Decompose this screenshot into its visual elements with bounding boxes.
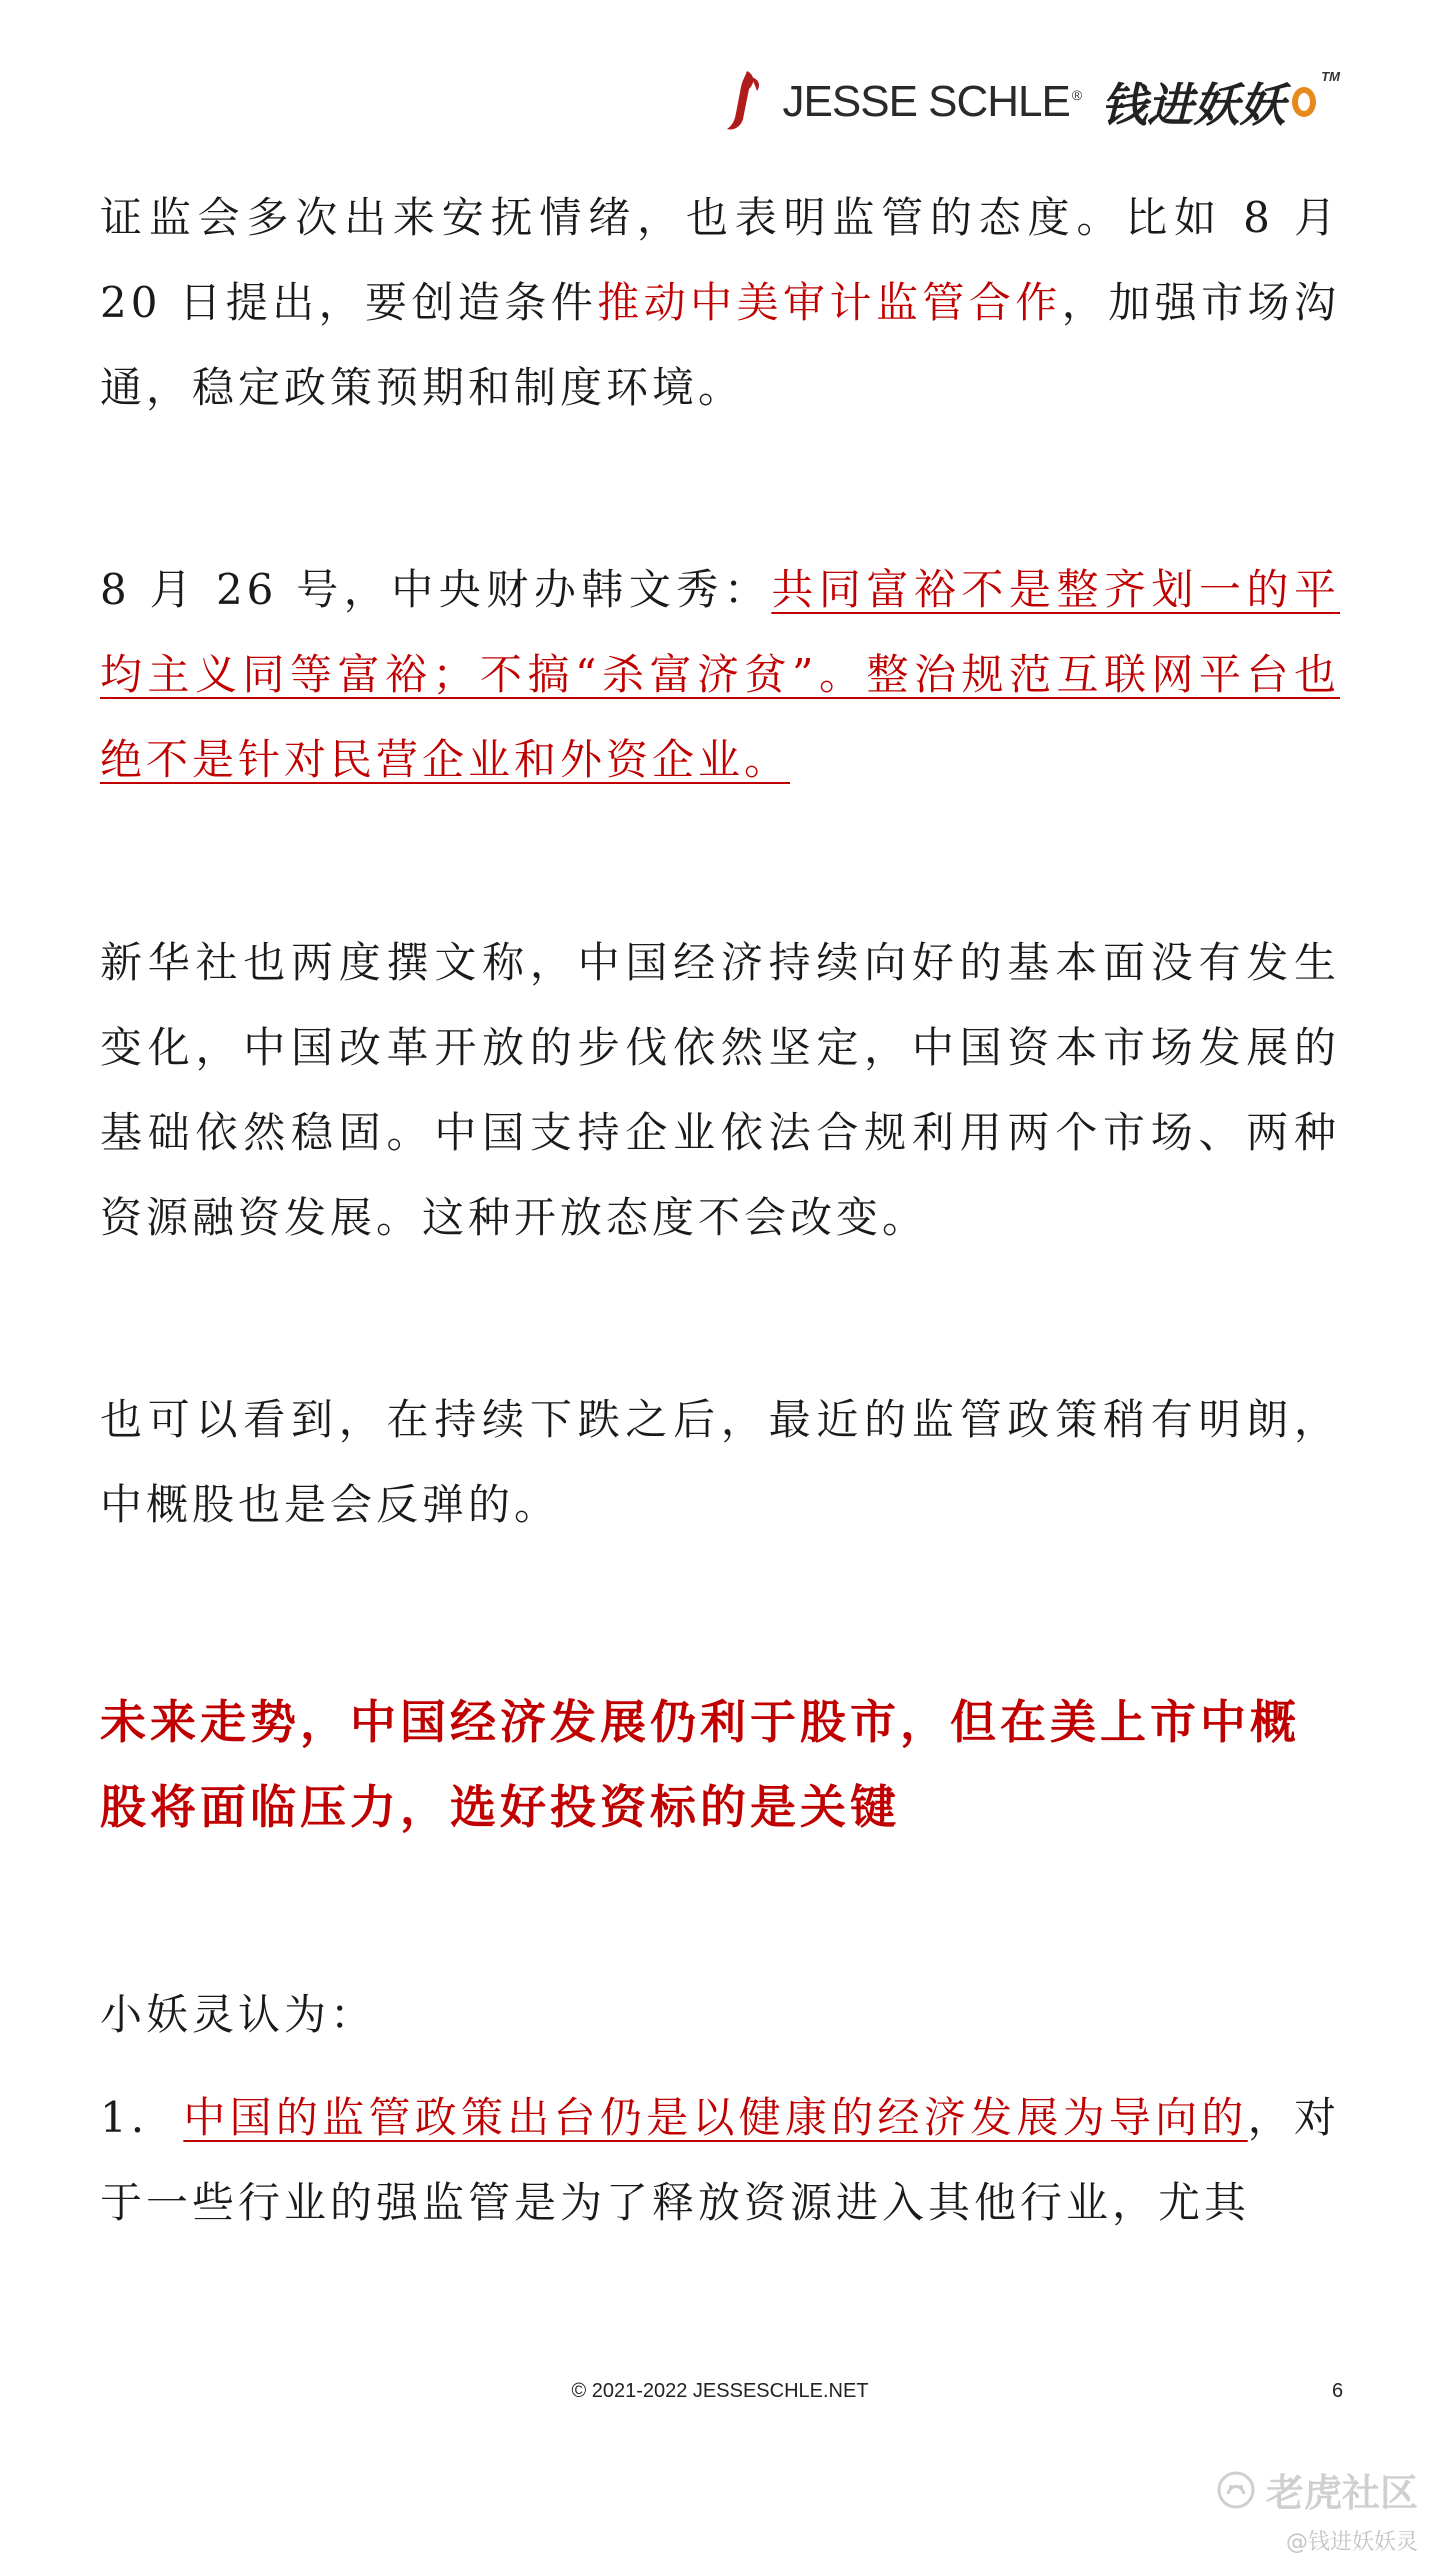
highlight-text: 推动中美审计监管合作 [597, 278, 1062, 327]
paragraph-text: 也可以看到，在持续下跌之后，最近的监管政策稍有明朗，中概股也是会反弹的。 [100, 1395, 1340, 1529]
trademark-mark: TM [1321, 69, 1340, 84]
paragraph-text: ，对于一些行业的强监管是为了释放资源进入其他行业，尤其 [100, 2093, 1340, 2227]
list-item [100, 2075, 1340, 2245]
brand-name: JESSE SCHLE ® [782, 77, 1082, 126]
paragraph-opinion-intro [100, 1972, 1340, 2057]
registered-mark: ® [1071, 87, 1082, 104]
brand-logo-icon [725, 69, 763, 135]
tiger-community-icon [1216, 2470, 1256, 2510]
paragraph-regulator [100, 175, 1340, 430]
watermark-site: 老虎社区 [1265, 2471, 1418, 2515]
footer-copyright: © 2021-2022 JESSESCHLE.NET [571, 2380, 869, 2402]
paragraph-text: 小妖灵认为： [100, 1990, 377, 2039]
underlined-highlight-text: 中国的监管政策出台仍是以健康的经济发展为导向的 [183, 2093, 1248, 2142]
brand-header [725, 62, 1340, 142]
brand-chinese-name: 钱进妖妖 TM [1101, 69, 1340, 132]
paragraph-xinhua [100, 920, 1340, 1260]
paragraph-text: 新华社也两度撰文称，中国经济持续向好的基本面没有发生变化，中国改革开放的步伐依然坚定，中国资本市场发展的基础依然稳固。中国支持企业依法合规利用两个市场、两种资源融资发展。这种开放态度不会改变。 [100, 938, 1340, 1242]
watermark-user: @钱进妖妖灵 [1285, 2530, 1418, 2555]
paragraph-text: 8 月 26 号，中央财办韩文秀： [100, 565, 772, 614]
watermark [1188, 2462, 1418, 2556]
underlined-highlight-text: 共同富裕不是整齐划一的平均主义同等富裕；不搞“杀富济贫”。整治规范互联网平台也绝不是针对民营企业和外资企业。 [100, 565, 1340, 784]
paragraph-text: ，加强市场沟通，稳定政策预期和制度环境。 [100, 278, 1340, 412]
page-number: 6 [1332, 2380, 1344, 2402]
section-heading [100, 1680, 1340, 1850]
section-heading-text: 未来走势，中国经济发展仍利于股市，但在美上市中概股将面临压力，选好投资标的是关键 [100, 1695, 1300, 1834]
paragraph-rebound [100, 1377, 1340, 1547]
coin-icon [1289, 84, 1319, 120]
paragraph-text: 证监会多次出来安抚情绪，也表明监管的态度。比如 8 月 20 日提出，要创造条件 [100, 193, 1340, 327]
paragraph-common-prosperity [100, 547, 1340, 802]
list-number: 1. [100, 2093, 149, 2142]
